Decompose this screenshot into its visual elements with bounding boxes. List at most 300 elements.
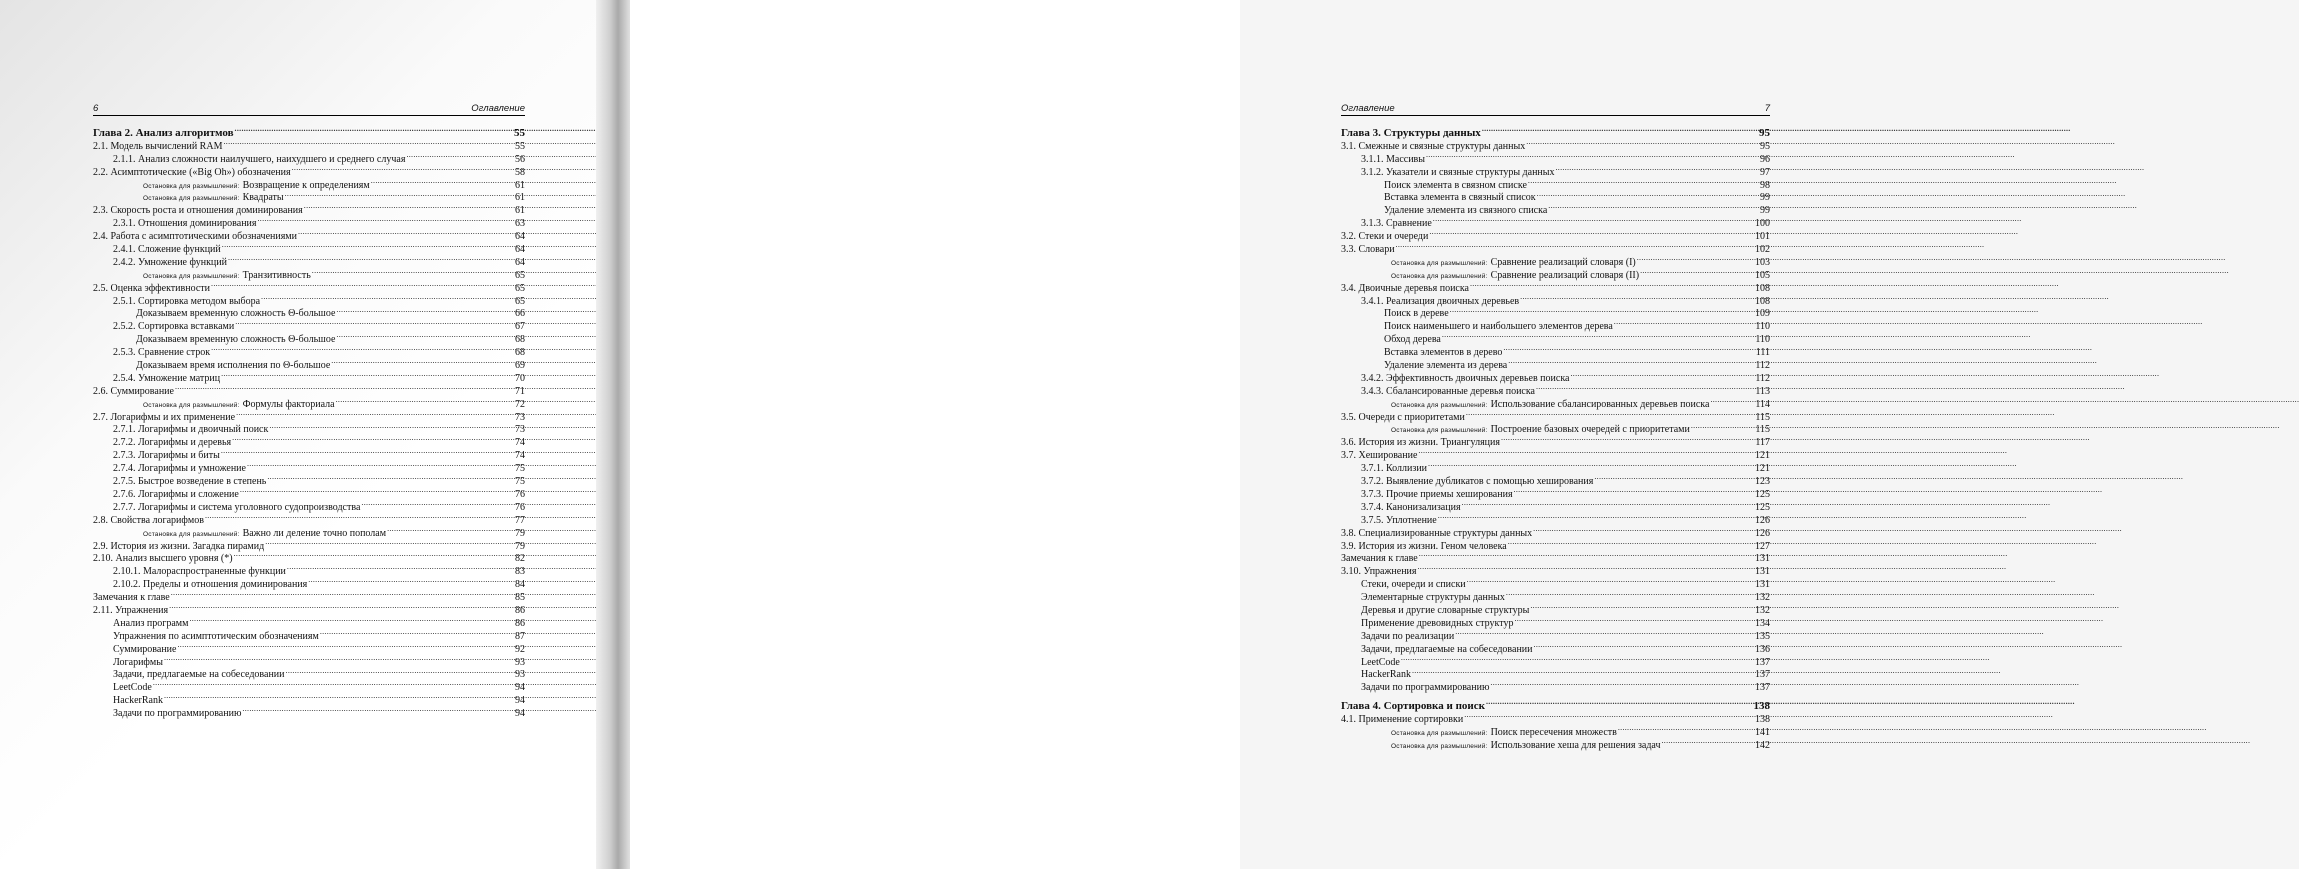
dot-leader [312,268,514,278]
toc-page-number: 93 [515,656,525,668]
dot-leader [1401,655,1754,665]
dot-leader [1486,699,1753,709]
toc-entry-text: 2.3. Скорость роста и отношения доминирования [93,205,303,217]
toc-entry-text: Логарифмы [113,656,163,668]
toc-page-number: 99 [1760,205,1770,217]
dot-leader [1691,422,1755,432]
toc-entry-title [1341,669,1411,682]
toc-page-number: 64 [515,244,525,256]
toc-entry-title [1341,412,1465,425]
toc-page-number: 94 [515,708,525,720]
dot-leader [265,539,514,549]
toc-entry-text: 2.4. Работа с асимптотическими обозначениями [93,231,297,243]
toc-page-number: 105 [1755,269,1770,281]
dot-leader [361,500,514,510]
toc-entry-text: 2.7.1. Логарифмы и двоичный поиск [113,424,269,436]
toc-entry [1341,384,1770,397]
toc-entry-text: 2.9. История из жизни. Загадка пирамид [93,540,265,552]
toc-entry-text: 3.5. Очереди с приоритетами [1341,411,1465,423]
toc-entry-text: 2.5.1. Сортировка методом выбора [113,295,261,307]
toc-entry-text: Доказываем временную сложность Θ-большое [136,334,336,346]
toc-entry-title [1341,180,1527,193]
toc-page-number: 71 [515,385,525,397]
toc-entry-text: Поиск пересечения множеств [1490,726,1617,738]
toc-entry-text: 3.1.1. Массивы [1361,153,1425,165]
toc-entry-title [93,283,210,296]
toc-page-number: 94 [515,695,525,707]
toc-entry-title [1341,154,1425,167]
toc-page-number: 112 [1755,360,1770,372]
toc-page-number: 98 [1760,179,1770,191]
dot-leader [1508,539,1754,549]
toc-entry-text: Квадраты [242,192,284,204]
dot-leader [1464,712,1754,722]
toc-entry-title [1341,244,1395,257]
toc-entry-title [1341,257,1636,271]
toc-page-number: 68 [515,347,525,359]
toc-page-number: 113 [1755,385,1770,397]
dot-leader [258,216,515,226]
toc-entry-text: Формулы факториала [242,398,335,410]
toc-entry-text: Глава 2. Анализ алгоритмов [93,127,234,139]
toc-page-number: 121 [1755,450,1770,462]
toc-entry-text: 2.10. Анализ высшего уровня (*) [93,553,233,565]
dot-leader [320,629,514,639]
dot-leader [331,358,514,368]
toc-entry-text: 3.4.3. Сбалансированные деревья поиска [1361,385,1535,397]
toc-entry-text: 2.7.7. Логарифмы и система уголовного судопроизводства [113,501,361,513]
toc-entry-title [1341,579,1466,592]
toc-page-number: 131 [1755,579,1770,591]
toc-page-number: 58 [515,166,525,178]
toc-entry-title [1341,727,1617,741]
toc-entry-title [93,412,235,425]
toc-entry-text: 2.10.2. Пределы и отношения доминирования [113,579,308,591]
dot-leader [1508,358,1754,368]
toc-entry [1341,680,1770,693]
toc-entry-text: 3.4.2. Эффективность двоичных деревьев поиска [1361,372,1570,384]
toc-entry-text: 3.2. Стеки и очереди [1341,231,1429,243]
toc-entry-text: 2.5. Оценка эффективности [93,282,211,294]
toc-page-number: 79 [515,540,525,552]
toc-page-number: 115 [1755,424,1770,436]
toc-entry-title [1341,347,1502,360]
toc-page-number: 99 [1760,192,1770,204]
dot-leader [1419,551,1754,561]
toc-page-number: 65 [515,295,525,307]
toc-entry-text: Важно ли деление точно пополам [242,527,387,539]
toc-page-number: 110 [1755,334,1770,346]
toc-entry-title [1341,682,1489,695]
toc-entry-text: 3.1.2. Указатели и связные структуры данных [1361,166,1555,178]
dot-leader [1490,680,1754,690]
toc-entry-text: 2.7.4. Логарифмы и умножение [113,463,246,475]
dot-leader [261,294,514,304]
toc-entry-title [1341,127,1481,140]
toc-entry-text: 2.4.1. Сложение функций [113,244,221,256]
toc-page-number: 76 [515,501,525,513]
toc-page-number: 102 [1755,244,1770,256]
toc-entry-text: 3.1. Смежные и связные структуры данных [1341,140,1526,152]
dot-leader [221,371,514,381]
toc-page-number: 94 [515,682,525,694]
dot-leader [292,165,514,175]
toc-entry-text: Деревья и другие словарные структуры [1361,604,1530,616]
toc-page-number: 55 [515,140,525,152]
toc-page-number: 93 [515,669,525,681]
toc-page-number: 141 [1755,726,1770,738]
left-page [0,0,600,869]
dot-leader [1438,513,1754,523]
toc-entry-text: HackerRank [113,695,163,707]
sidebar-prefix-label: Остановка для размышлений: [1391,401,1488,409]
toc-entry-title [93,450,220,463]
dot-leader [153,680,514,690]
toc-entry-text: Удаление элемента из связного списка [1384,205,1548,217]
toc-entry-title [93,657,163,670]
dot-leader [1466,410,1755,420]
toc-entry-text: Сравнение реализаций словаря (I) [1490,256,1636,268]
toc-entry-text: Элементарные структуры данных [1361,592,1505,604]
toc-page-number: 100 [1755,218,1770,230]
dot-leader [1618,725,1754,735]
toc-page-number: 77 [515,514,525,526]
toc-page-number: 64 [515,231,525,243]
toc-entry [93,706,525,719]
toc-entry-title [1341,740,1660,754]
dot-leader [1418,448,1754,458]
toc-entry-title [93,386,174,399]
dot-leader [171,590,514,600]
toc-entry-text: 2.4.2. Умножение функций [113,256,227,268]
toc-entry-text: Замечания к главе [93,592,170,604]
dot-leader [308,577,514,587]
toc-page-number: 115 [1755,411,1770,423]
dot-leader [211,345,514,355]
toc-page-number: 97 [1760,166,1770,178]
toc-entry-title [1341,167,1555,180]
dot-leader [1450,306,1754,316]
left-page-header [93,100,525,116]
toc-entry-text: HackerRank [1361,669,1411,681]
toc-entry-text: Поиск элемента в связном списке [1384,179,1527,191]
toc-entry-text: 3.7.3. Прочие приемы хеширования [1361,488,1513,500]
dot-leader [169,603,514,613]
toc-entry-text: 2.7.6. Логарифмы и сложение [113,488,239,500]
toc-page-number: 108 [1755,295,1770,307]
toc-entry-text: 4.1. Применение сортировки [1341,714,1464,726]
toc-entry-title [93,592,170,605]
toc-page-number: 75 [515,476,525,488]
toc-entry-title [1341,192,1536,205]
toc-page-number: 114 [1755,398,1770,410]
dot-leader [247,461,514,471]
toc-entry-title [1341,528,1532,541]
toc-entry-title [93,618,188,631]
dot-leader [406,152,514,162]
dot-leader [1570,371,1754,381]
toc-entry-title [93,489,239,502]
toc-entry-title [93,218,257,231]
toc-page-number: 68 [515,334,525,346]
toc-entry-text: Обход дерева [1384,334,1441,346]
left-toc-list [93,126,525,719]
toc-entry-title [93,515,204,528]
dot-leader [336,397,514,407]
sidebar-prefix-label: Остановка для размышлений: [143,272,240,280]
toc-page-number: 92 [515,643,525,655]
toc-entry-text: Применение древовидных структур [1361,617,1514,629]
toc-page-number: 56 [515,153,525,165]
dot-leader [205,513,514,523]
toc-page-number: 125 [1755,488,1770,500]
toc-entry-text: 3.9. История из жизни. Геном человека [1341,540,1507,552]
toc-entry-title [93,141,222,154]
toc-entry-text: 3.7.5. Уплотнение [1361,514,1437,526]
dot-leader [175,384,514,394]
sidebar-prefix-label: Остановка для размышлений: [143,195,240,203]
toc-entry-title [93,321,234,334]
toc-page-number: 117 [1755,437,1770,449]
right-page [630,0,1770,869]
left-page-number: 6 [93,103,99,114]
toc-entry-text: 2.7.2. Логарифмы и деревья [113,437,232,449]
toc-entry-text: Использование хеша для решения задач [1490,739,1661,751]
dot-leader [286,667,514,677]
dot-leader [1503,345,1754,355]
dot-leader [269,422,514,432]
toc-entry-text: 3.1.3. Сравнение [1361,218,1432,230]
toc-entry-title [1341,714,1463,727]
toc-page-number: 96 [1760,153,1770,165]
toc-entry-title [1341,334,1441,347]
toc-page-number: 76 [515,488,525,500]
dot-leader [1412,667,1754,677]
toc-entry-title [93,437,231,450]
toc-page-number: 70 [515,372,525,384]
toc-page-number: 121 [1755,463,1770,475]
toc-entry-text: 2.7. Логарифмы и их применение [93,411,236,423]
toc-page-number: 136 [1755,643,1770,655]
toc-page-number: 74 [515,437,525,449]
sidebar-prefix-label: Остановка для размышлений: [143,182,240,190]
toc-entry-title [1341,308,1449,321]
toc-entry-text: 3.6. История из жизни. Триангуляция [1341,437,1500,449]
toc-page-number: 138 [1755,714,1770,726]
toc-entry-text: Транзитивность [242,269,311,281]
toc-entry-text: Задачи по реализации [1361,630,1455,642]
toc-page-number: 131 [1755,566,1770,578]
toc-page-number: 86 [515,617,525,629]
dot-leader [1533,526,1754,536]
toc-entry-text: 2.5.3. Сравнение строк [113,347,211,359]
toc-page-number: 73 [515,424,525,436]
dot-leader [234,551,514,561]
toc-page-number: 123 [1755,476,1770,488]
toc-page-number: 126 [1755,527,1770,539]
toc-entry-text: 2.3.1. Отношения доминирования [113,218,257,230]
dot-leader [164,693,514,703]
toc-entry-text: Замечания к главе [1341,553,1418,565]
toc-entry-text: Глава 3. Структуры данных [1341,127,1481,139]
toc-entry-text: Вставка элемента в связный список [1384,192,1536,204]
dot-leader [177,642,514,652]
dot-leader [1526,139,1759,149]
toc-entry-text: LeetCode [1361,656,1400,668]
toc-page-number: 64 [515,256,525,268]
dot-leader [189,616,514,626]
toc-page-number: 65 [515,282,525,294]
dot-leader [336,306,514,316]
dot-leader [1537,190,1759,200]
toc-page-number: 82 [515,553,525,565]
sidebar-prefix-label: Остановка для размышлений: [1391,272,1488,280]
toc-page-number: 126 [1755,514,1770,526]
dot-leader [1396,242,1754,252]
toc-page-number: 65 [515,269,525,281]
right-page-number: 7 [1764,103,1770,114]
toc-page-number: 61 [515,205,525,217]
toc-entry-text: 2.8. Свойства логарифмов [93,514,204,526]
dot-leader [1637,255,1754,265]
right-running-title: Оглавление [1341,103,1395,114]
toc-entry-title [1341,515,1437,528]
dot-leader [1640,268,1754,278]
toc-page-number: 132 [1755,592,1770,604]
dot-leader [228,255,514,265]
dot-leader [1506,590,1754,600]
toc-entry-title [1341,657,1400,670]
toc-entry-title [1341,360,1507,373]
toc-page-number: 87 [515,630,525,642]
toc-entry-title [1341,450,1417,463]
dot-leader [1528,178,1759,188]
toc-page-number: 61 [515,192,525,204]
toc-entry-text: Задачи по программированию [113,708,242,720]
toc-entry-text: Задачи, предлагаемые на собеседовании [113,669,285,681]
right-page-header [1341,100,1770,116]
toc-page-number: 112 [1755,372,1770,384]
toc-entry-title [93,347,210,360]
dot-leader [1556,165,1760,175]
toc-page-number: 142 [1755,739,1770,751]
toc-entry-text: 3.8. Специализированные структуры данных [1341,527,1533,539]
dot-leader [1428,461,1754,471]
sidebar-prefix-label: Остановка для размышлений: [1391,729,1488,737]
toc-entry-title [93,708,241,721]
toc-entry-title [1341,631,1454,644]
toc-page-number: 83 [515,566,525,578]
toc-entry-text: Суммирование [113,643,177,655]
toc-entry-title [93,695,163,708]
toc-entry-text: Возвращение к определениям [242,179,370,191]
toc-entry-text: Глава 4. Сортировка и поиск [1341,700,1485,713]
toc-entry-text: 3.10. Упражнения [1341,566,1417,578]
dot-leader [1429,229,1754,239]
dot-leader [1418,564,1755,574]
dot-leader [235,319,514,329]
toc-entry-text: Анализ программ [113,617,189,629]
toc-entry-title [93,553,233,566]
toc-page-number: 95 [1759,127,1770,139]
toc-entry-title [93,192,284,206]
toc-entry-title [1341,283,1469,296]
toc-entry-title [1341,605,1529,618]
toc-page-number: 85 [515,592,525,604]
toc-entry-text: Задачи по программированию [1361,682,1490,694]
toc-entry-text: Использование сбалансированных деревьев поиска [1490,398,1710,410]
toc-entry-text: 3.7.1. Коллизии [1361,463,1428,475]
toc-entry-text: 3.7.2. Выявление дубликатов с помощью хеширования [1361,476,1594,488]
dot-leader [1548,203,1759,213]
toc-page-number: 95 [1760,140,1770,152]
toc-page-number: 137 [1755,682,1770,694]
toc-page-number: 101 [1755,231,1770,243]
toc-page-number: 132 [1755,604,1770,616]
sidebar-prefix-label: Остановка для размышлений: [143,401,240,409]
dot-leader [1482,126,1758,136]
toc-sidebar-entry [1341,738,1770,751]
toc-page-number: 108 [1755,282,1770,294]
sidebar-prefix-label: Остановка для размышлений: [1391,259,1488,267]
toc-entry-title [93,127,234,140]
dot-leader [1594,474,1754,484]
sidebar-prefix-label: Остановка для размышлений: [1391,427,1488,435]
dot-leader [285,190,514,200]
toc-entry-title [93,167,291,180]
dot-leader [1433,216,1754,226]
toc-entry-title [1341,592,1505,605]
dot-leader [211,281,514,291]
toc-entry-title [93,463,246,476]
dot-leader [1442,332,1755,342]
dot-leader [240,487,514,497]
toc-entry-text: 2.5.4. Умножение матриц [113,372,221,384]
dot-leader [242,706,514,716]
toc-page-number: 84 [515,579,525,591]
toc-entry-title [93,296,260,309]
toc-page-number: 103 [1755,256,1770,268]
dot-leader [1514,487,1754,497]
dot-leader [1470,281,1754,291]
toc-entry-text: 2.1. Модель вычислений RAM [93,140,223,152]
toc-page-number: 79 [515,527,525,539]
dot-leader [298,229,514,239]
toc-entry-title [1341,566,1417,579]
dot-leader [1467,577,1754,587]
toc-page-number: 138 [1753,700,1770,713]
toc-page-number: 110 [1755,321,1770,333]
toc-entry-text: Вставка элементов в дерево [1384,347,1503,359]
dot-leader [222,242,514,252]
toc-entry-text: 2.11. Упражнения [93,604,169,616]
dot-leader [1455,629,1754,639]
toc-entry-title [93,605,168,618]
dot-leader [164,655,514,665]
dot-leader [221,448,514,458]
dot-leader [267,474,514,484]
dot-leader [1661,738,1754,748]
toc-entry-text: Удаление элемента из дерева [1384,360,1508,372]
toc-page-number: 69 [515,360,525,372]
toc-page-number: 63 [515,218,525,230]
toc-entry-text: Построение базовых очередей с приоритетами [1490,424,1690,436]
dot-leader [1710,397,1754,407]
dot-leader [1534,642,1754,652]
dot-leader [1614,319,1755,329]
dot-leader [232,435,514,445]
toc-entry-title [1341,218,1432,231]
